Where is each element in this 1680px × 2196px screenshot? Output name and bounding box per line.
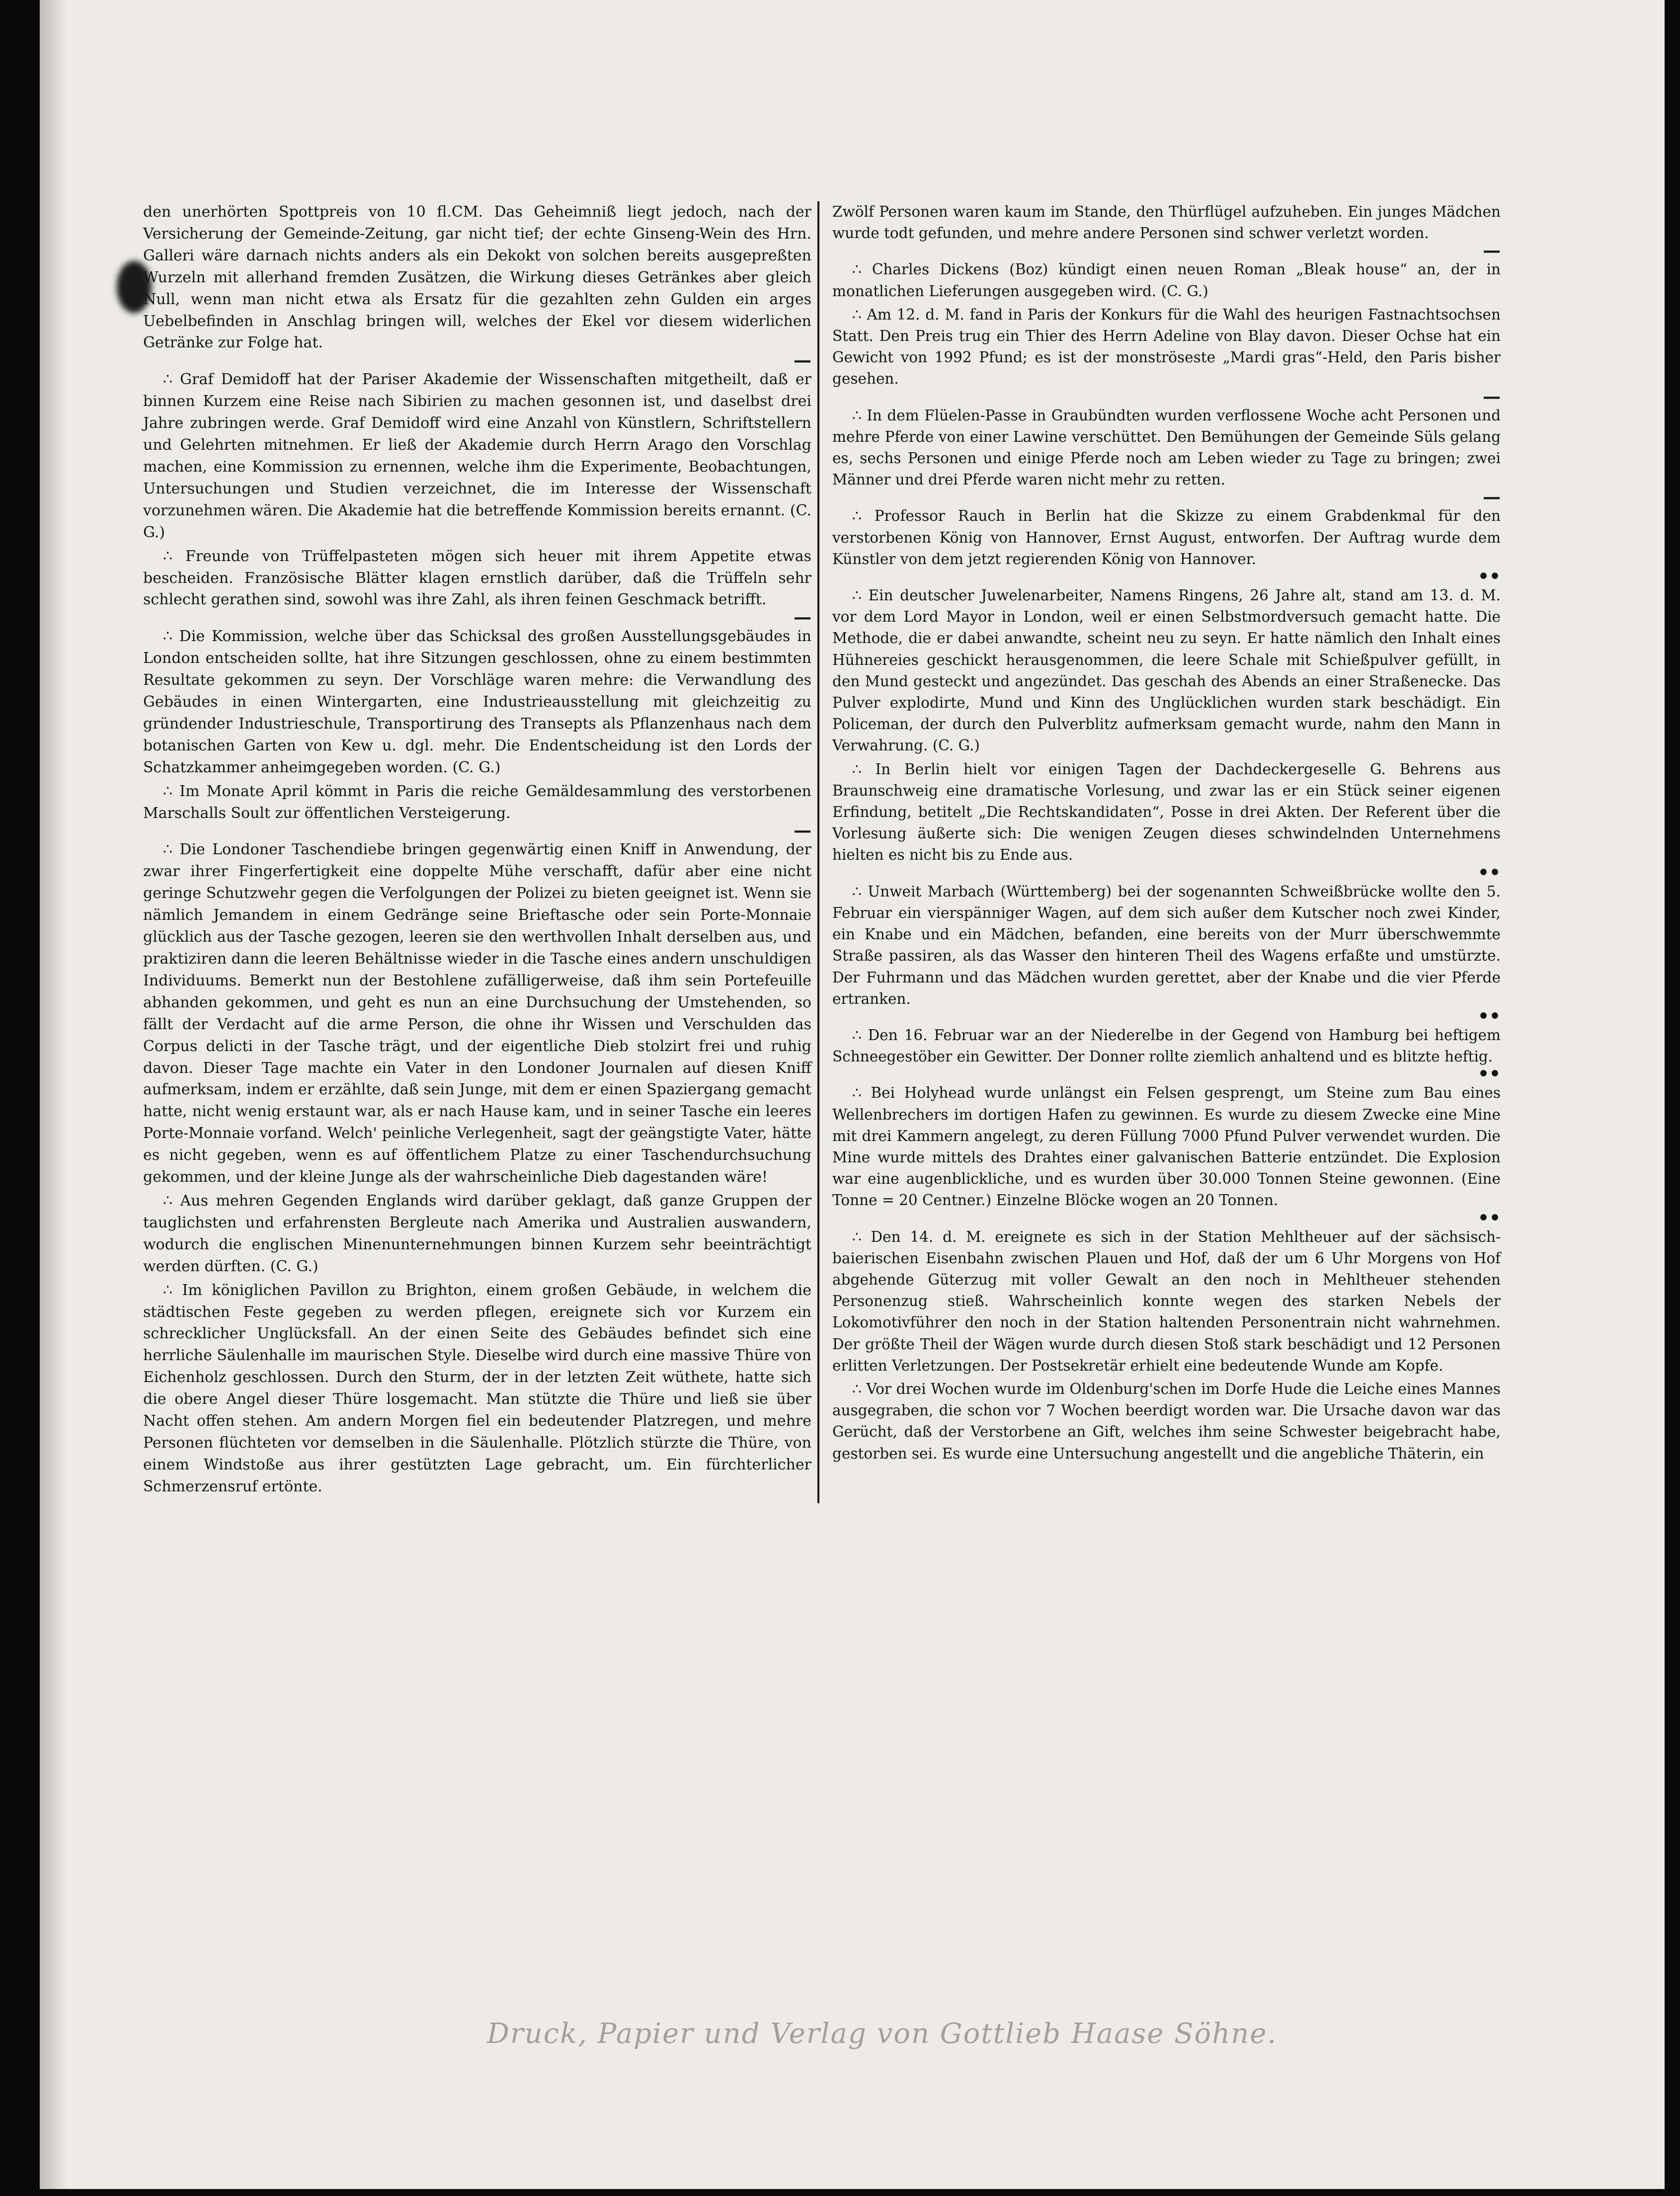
news-item-text: ∴ Graf Demidoff hat der Pariser Akademie der Wissenschaften mitgetheilt, daß er binnen Kurzem eine Reise nach Sibirien zu machen gesonnen ist, und daselbst drei Jahre zubringen werde. Graf Demidoff wird eine Anzahl von Künstlern, Schriftstellern und Gelehrten mitnehmen. Er ließ der Akademie durch Herrn Arago den Vorschlag machen, eine Kommission zu ernennen, welche ihm die Experimente, Beobachtungen, Untersuchungen und Studien verzeichnet, die im Interesse der Wissenschaft vorzunehmen wären. Die Akademie hat die betreffende Kommission bereits ernannt. (C. G.) xyxy=(143,371,811,541)
item-separator: — xyxy=(1483,386,1501,407)
news-item xyxy=(832,1226,1501,1377)
imprint-footer: Druck, Papier und Verlag von Gottlieb Haase Söhne. xyxy=(487,2018,1278,2050)
news-item xyxy=(143,369,811,543)
news-item xyxy=(143,626,811,778)
item-separator: •• xyxy=(1477,862,1501,883)
news-item-text: ∴ Die Kommission, welche über das Schicksal des großen Ausstellungsgebäudes in London entscheiden sollte, hat ihre Sitzungen geschlossen, ohne zu einem bestimmten Resultate gekommen zu seyn. Der Vorschläge waren mehre: die Verwandlung des Gebäudes in einen Wintergarten, eine Industrieausstellung mit gleichzeitig zu gründender Industrieschule, Transportirung des Transepts als Pflanzenhaus nach dem botanischen Garten von Kew u. dgl. mehr. Die Endentscheidung ist den Lords der Schatzkammer anheimgegeben worden. (C. G.) xyxy=(143,628,811,776)
news-item-text: ∴ Im Monate April kömmt in Paris die reiche Gemäldesammlung des verstorbenen Marschalls Soult zur öffentlichen Versteigerung. xyxy=(143,782,811,822)
item-separator: — xyxy=(794,350,811,371)
news-item-text: ∴ Im königlichen Pavillon zu Brighton, einem großen Gebäude, in welchem die städtischen Feste gegeben zu werden pflegen, ereignete sich vor Kurzem ein schrecklicher Unglücksfall. An der einen Seite des Gebäudes befindet sich eine herrliche Säulenhalle im maurischen Style. Dieselbe wird durch eine massive Thüre von Eichenholz geschlossen. Durch den Sturm, der in der letzten Zeit wüthete, hatte sich die obere Angel dieser Thüre losgemacht. Man stützte die Thüre und ließ sie über Nacht offen stehen. Am andern Morgen fiel ein bedeutender Platzregen, und mehre Personen flüchteten vor demselben in die Säulenhalle. Plötzlich stürzte die Thüre, von einem Windstoße aus ihrer gestützten Lage gebracht, um. Ein fürchterlicher Schmerzensruf ertönte. xyxy=(143,1281,811,1495)
news-item xyxy=(143,1280,811,1498)
news-item xyxy=(832,1025,1501,1067)
news-item xyxy=(143,1190,811,1278)
item-separator: •• xyxy=(1477,1207,1501,1228)
news-item xyxy=(832,304,1501,390)
news-item-text: ∴ In dem Flüelen-Passe in Graubündten wurden verflossene Woche acht Personen und mehre Pferde von einer Lawine verschüttet. Den Bemühungen der Gemeinde Süls gelang es, sechs Personen und einige Pferde noch am Leben wieder zu Tage zu bringen; zwei Männer und drei Pferde waren nicht mehr zu retten. xyxy=(832,407,1501,488)
news-item xyxy=(143,839,811,1188)
news-item-text: ∴ Unweit Marbach (Württemberg) bei der sogenannten Schweißbrücke wollte den 5. Februar ein vierspänniger Wagen, auf dem sich außer dem Kutscher noch zwei Kinder, ein Knabe und ein Mädchen, befanden, eine bereits von der Murr überschwemmte Straße passiren, als das Wasser den hinteren Theil des Wagens erfaßte und umstürzte. Der Fuhrmann und das Mädchen wurden gerettet, aber der Knabe und die vier Pferde ertranken. xyxy=(832,883,1501,1007)
news-item xyxy=(143,546,811,611)
news-item xyxy=(832,405,1501,491)
news-item xyxy=(143,201,811,354)
scan-border-right xyxy=(1665,0,1680,2196)
right-column xyxy=(832,201,1501,1466)
news-item-text: ∴ Die Londoner Taschendiebe bringen gegenwärtig einen Kniff in Anwendung, der zwar ihrer Fingerfertigkeit eine doppelte Mühe verschafft, dafür aber eine nicht geringe Schutzwehr gegen die Verfolgungen der Polizei zu bieten geeignet ist. Wenn sie nämlich Jemandem in einem Gedränge seine Brieftasche oder sein Porte-Monnaie glücklich aus der Tasche gezogen, leeren sie den werthvollen Inhalt derselben aus, und praktiziren dann die leeren Behältnisse wieder in die Tasche eines andern unschuldigen Individuums. Bemerkt nun der Bestohlene zufälligerweise, daß ihm sein Portefeuille abhanden gekommen, und geht es nun an eine Durchsuchung der Umstehenden, so fällt der Verdacht auf die arme Person, die ohne ihr Wissen und Verschulden das Corpus delicti in der Tasche trägt, und der eigentliche Dieb stolzirt frei und ruhig davon. Dieser Tage machte ein Vater in den Londoner Journalen auf diesen Kniff aufmerksam, indem er erzählte, daß sein Junge, mit dem er einen Spaziergang gemacht hatte, nicht wenig erstaunt war, als er nach Hause kam, und in seiner Tasche ein leeres Porte-Monnaie vorfand. Welch' peinliche Verlegenheit, sagt der geängstigte Vater, hätte es nicht gegeben, wenn es auf öffentlichem Platze zu einer Taschendurchsuchung gekommen, und der kleine Junge als der wahrscheinliche Dieb dagestanden wäre! xyxy=(143,841,811,1186)
news-item-text: den unerhörten Spottpreis von 10 fl.CM. Das Geheimniß liegt jedoch, nach der Versicherung der Gemeinde-Zeitung, gar nicht tief; der echte Ginseng-Wein des Hrn. Galleri wäre darnach nichts anders als ein Dekokt von solchen bereits ausgepreßten Wurzeln mit allerhand fremden Zusätzen, die Wirkung dieses Getränkes aber gleich Null, wenn man nicht etwa als Ersatz für die gezahlten zehn Gulden ein arges Uebelbefinden in Anschlag bringen will, welches der Ekel vor diesem widerlichen Getränke zur Folge hat. xyxy=(143,203,811,352)
news-item xyxy=(143,781,811,824)
item-separator: •• xyxy=(1477,1005,1501,1027)
news-item-text: ∴ Aus mehren Gegenden Englands wird darüber geklagt, daß ganze Gruppen der tauglichsten und erfahrensten Bergleute nach Amerika und Australien auswandern, wodurch die englischen Minenunternehmungen binnen Kurzem sehr beeinträchtigt werden dürften. (C. G.) xyxy=(143,1192,811,1275)
news-item-text: ∴ Bei Holyhead wurde unlängst ein Felsen gesprengt, um Steine zum Bau eines Wellenbrechers im dortigen Hafen zu gewinnen. Es wurde zu diesem Zwecke eine Mine mit drei Kammern angelegt, zu deren Füllung 7000 Pfund Pulver verwendet wurden. Die Mine wurde mittels des Drahtes einer galvanischen Batterie entzündet. Die Explosion war eine augenblickliche, und es wurden über 30.000 Tonnen Steine gewonnen. (Eine Tonne = 20 Centner.) Einzelne Blöcke wogen an 20 Tonnen. xyxy=(832,1084,1501,1209)
page-gutter-shadow xyxy=(40,0,67,2189)
item-separator: — xyxy=(794,820,811,841)
news-item-text: ∴ Professor Rauch in Berlin hat die Skizze zu einem Grabdenkmal für den verstorbenen König von Hannover, Ernst August, entworfen. Der Auftrag wurde dem Künstler von dem jetzt regierenden König von Hannover. xyxy=(832,507,1501,568)
news-item xyxy=(832,201,1501,244)
left-column xyxy=(143,201,811,1500)
news-item-text: ∴ Ein deutscher Juwelenarbeiter, Namens Ringens, 26 Jahre alt, stand am 13. d. M. vor dem Lord Mayor in London, weil er einen Selbstmordversuch gemacht hatte. Die Methode, die er dabei anwandte, scheint neu zu seyn. Er hatte nämlich den Inhalt eines Hühnereies geschickt herausgenommen, die leere Schale mit Schießpulver gefüllt, in den Mund gesteckt und angezündet. Das geschah des Abends an einer Straßenecke. Das Pulver explodirte, Mund und Kinn des Unglücklichen wurden stark beschädigt. Ein Policeman, der durch den Pulverblitz aufmerksam gemacht wurde, nahm den Mann in Verwahrung. (C. G.) xyxy=(832,587,1501,754)
news-item-text: ∴ Vor drei Wochen wurde im Oldenburg'schen im Dorfe Hude die Leiche eines Mannes ausgegraben, die schon vor 7 Wochen beerdigt worden war. Die Ursache davon war das Gerücht, daß der Verstorbene an Gift, welches ihm seine Schwester beigebracht habe, gestorben sei. Es wurde eine Untersuchung angestellt und die angebliche Thäterin, ein xyxy=(832,1380,1501,1462)
news-item-text: ∴ Am 12. d. M. fand in Paris der Konkurs für die Wahl des heurigen Fastnachtsochsen Statt. Den Preis trug ein Thier des Herrn Adeline von Blay davon. Dieser Ochse hat ein Gewicht von 1992 Pfund; es ist der monströseste „Mardi gras“-Held, den Paris bisher gesehen. xyxy=(832,306,1501,388)
news-item-text: ∴ Den 14. d. M. ereignete es sich in der Station Mehltheuer auf der sächsisch-baierischen Eisenbahn zwischen Plauen und Hof, daß der um 6 Uhr Morgens von Hof abgehende Güterzug mit voller Gewalt an den noch in Mehltheuer stehenden Personenzug stieß. Wahrscheinlich konnte wegen des starken Nebels der Lokomotivführer den noch in der Station haltenden Personentrain nicht wahrnehmen. Der größte Theil der Wägen wurde durch diesen Stoß stark beschädigt und 12 Personen erlitten Verletzungen. Der Postsekretär erhielt eine bedeutende Wunde am Kopfe. xyxy=(832,1228,1501,1374)
news-item xyxy=(832,259,1501,302)
news-item xyxy=(832,1082,1501,1211)
item-separator: — xyxy=(794,607,811,628)
newspaper-page xyxy=(40,0,1665,2189)
scan-border-left xyxy=(0,0,40,2196)
column-rule xyxy=(817,201,819,1503)
news-item-text: Zwölf Personen waren kaum im Stande, den Thürflügel aufzuheben. Ein junges Mädchen wurde todt gefunden, und mehre andere Personen sind schwer verletzt worden. xyxy=(832,203,1501,242)
news-item xyxy=(832,505,1501,570)
news-item xyxy=(832,759,1501,866)
news-item-text: ∴ Freunde von Trüffelpasteten mögen sich heuer mit ihrem Appetite etwas bescheiden. Französische Blätter klagen ernstlich darüber, daß die Trüffeln sehr schlecht gerathen sind, sowohl was ihre Zahl, als ihren feinen Geschmack betrifft. xyxy=(143,547,811,609)
item-separator: •• xyxy=(1477,1063,1501,1085)
news-item xyxy=(832,585,1501,757)
news-item xyxy=(832,881,1501,1010)
item-separator: •• xyxy=(1477,566,1501,587)
item-separator: — xyxy=(1483,487,1501,508)
news-item xyxy=(832,1379,1501,1464)
scan-border-bottom xyxy=(0,2189,1680,2196)
news-item-text: ∴ Charles Dickens (Boz) kündigt einen neuen Roman „Bleak house“ an, der in monatlichen Lieferungen ausgegeben wird. (C. G.) xyxy=(832,261,1501,300)
item-separator: — xyxy=(1483,240,1501,261)
news-item-text: ∴ In Berlin hielt vor einigen Tagen der Dachdeckergeselle G. Behrens aus Braunschweig eine dramatische Vorlesung, und zwar las er ein Stück seiner eigenen Erfindung, betitelt „Die Rechtskandidaten“, Posse in drei Akten. Der Referent über die Vorlesung äußerte sich: Die wenigen Zeugen dieses schwindelnden Unternehmens hielten es nicht bis zu Ende aus. xyxy=(832,760,1501,864)
news-item-text: ∴ Den 16. Februar war an der Niederelbe in der Gegend von Hamburg bei heftigem Schneegestöber ein Gewitter. Der Donner rollte ziemlich anhaltend und es blitzte heftig. xyxy=(832,1026,1501,1065)
